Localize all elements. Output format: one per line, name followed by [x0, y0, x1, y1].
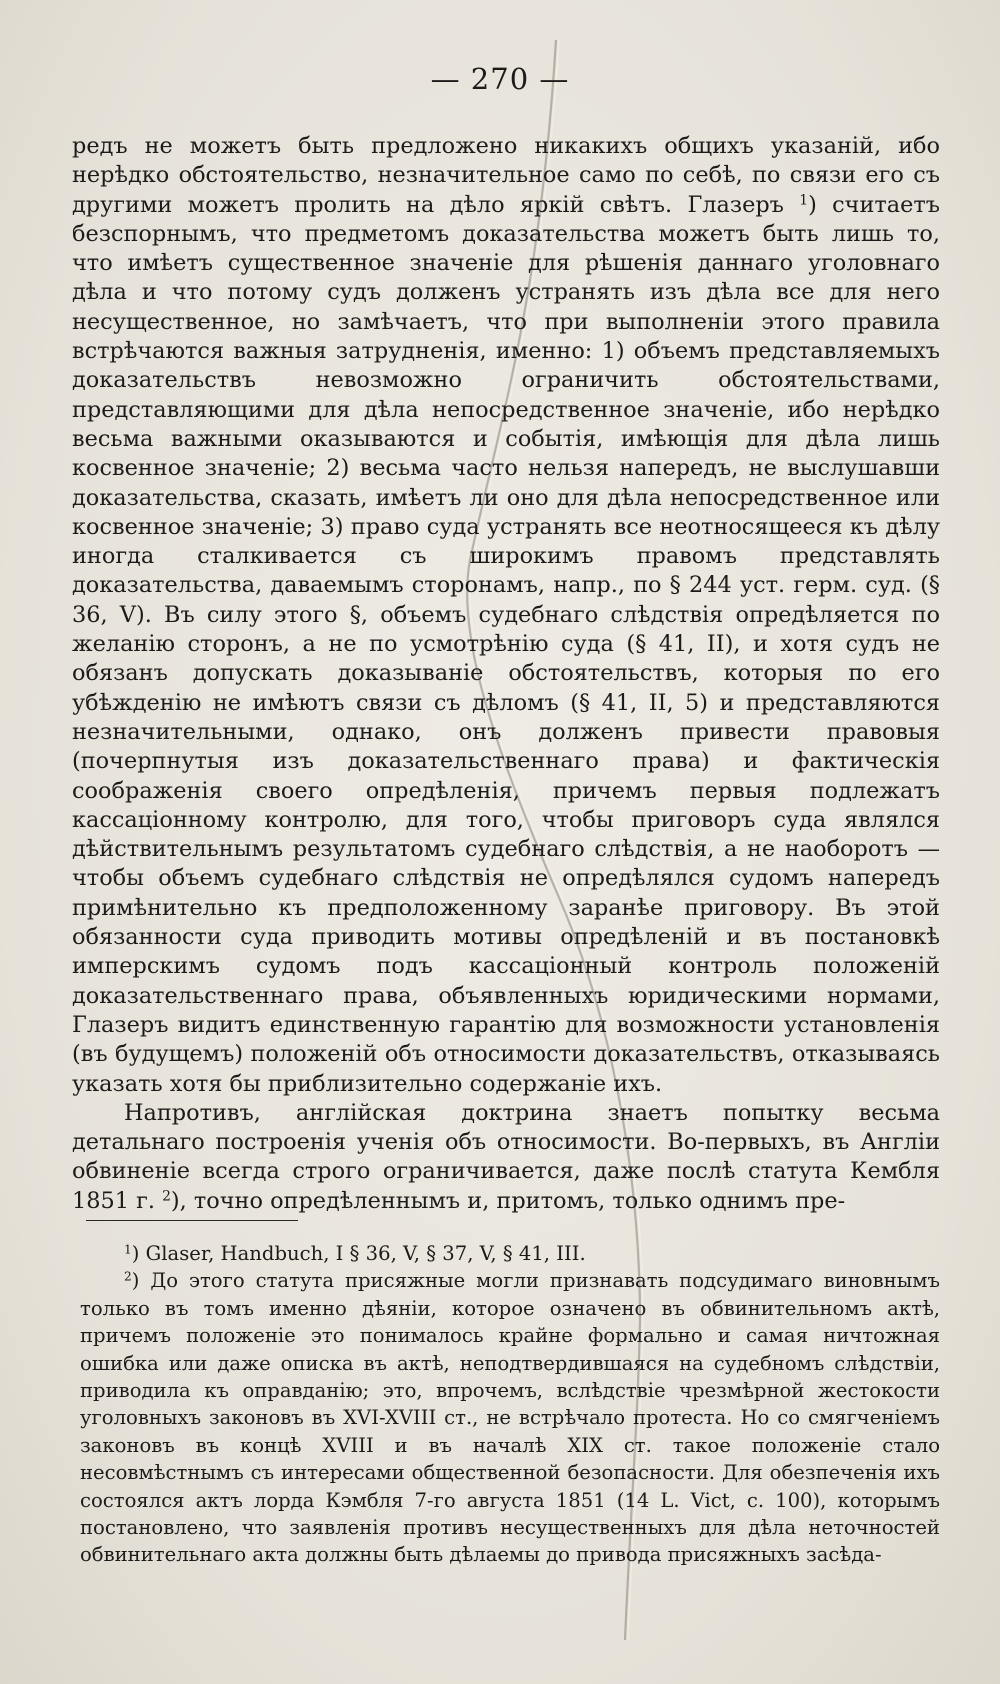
- footnote-text: ) До этого статута присяжные могли признавать подсудимаго виновнымъ только въ томъ именно дѣяніи, которое означено въ обвинительномъ актѣ, причемъ положеніе это понималось крайне формально и самая ничтожная ошибка или даже описка въ актѣ, неподтвердившаяся на судебномъ слѣдствіи, приводила къ оправданію; это, впрочемъ, вслѣдствіе чрезмѣрной жестокости уголовныхъ законовъ въ XVI-XVIII ст., не встрѣчало протеста. Но со смягченіемъ законовъ въ концѣ XVIII и въ началѣ XIX ст. такое положеніе стало несовмѣстнымъ съ интересами общественной безопасности. Для обезпеченія ихъ состоялся актъ лорда Кэмбля 7-го августа 1851 (14 L. Vict, c. 100), которымъ постановлено, что заявленія противъ несущественныхъ для дѣла неточностей обвинительнаго акта должны быть дѣлаемы до привода присяжныхъ засѣда-: [80, 1269, 940, 1567]
- page-number: — 270 —: [430, 62, 570, 96]
- paragraph-text: Напротивъ, англійская доктрина знаетъ попытку весьма детальнаго построенія ученія объ относимости. Во-первыхъ, въ Англіи обвиненіе всегда строго ограничивается, даже послѣ статута Кембля 1851 г.: [72, 1099, 940, 1214]
- paragraph: [72, 132, 940, 1099]
- footnote: [80, 1240, 940, 1267]
- footnotes: [80, 1240, 940, 1569]
- footnote-reference: 2: [162, 1188, 171, 1205]
- paragraph-text: ) считаетъ безспорнымъ, что предметомъ доказательства можетъ быть лишь то, что имѣетъ существенное значеніе для рѣшенія даннаго уголовнаго дѣла и что потому судъ долженъ устранять изъ дѣла все для него несущественное, но замѣчаетъ, что при выполненіи этого правила встрѣчаются важныя затрудненія, именно: 1) объемъ представляемыхъ доказательствъ невозможно ограничить обстоятельствами, представляющими для дѣла непосредственное значеніе, ибо нерѣдко весьма важными оказываются и событія, имѣющія для дѣла лишь косвенное значеніе; 2) весьма часто нельзя напередъ, не выслушавши доказательства, сказать, имѣетъ ли оно для дѣла непосредственное или косвенное значеніе; 3) право суда устранять все неотносящееся къ дѣлу иногда сталкивается съ широкимъ правомъ представлять доказательства, даваемымъ сторонамъ, напр., по § 244 уст. герм. суд. (§ 36, V). Въ силу этого §, объемъ судебнаго слѣдствія опредѣляется по желанію сторонъ, а не по усмотрѣнію суда (§ 41, II), и хотя судъ не обязанъ допускать доказываніе обстоятельствъ, которыя по его убѣжденію не имѣютъ связи съ дѣломъ (§ 41, II, 5) и представляются незначительными, однако, онъ долженъ привести правовыя (почерпнутыя изъ доказательственнаго права) и фактическія соображенія своего опредѣленія, причемъ первыя подлежатъ кассаціонному контролю, для того, чтобы приговоръ суда являлся дѣйствительнымъ результатомъ судебнаго слѣдствія, а не наоборотъ — чтобы объемъ судебнаго слѣдствія не опредѣлялся судомъ напередъ примѣнительно къ предположенному заранѣе приговору. Въ этой обязанности суда приводить мотивы опредѣленій и въ постановкѣ имперскимъ судомъ подъ кассаціонный контроль положеній доказательственнаго права, объявленныхъ юридическими нормами, Глазеръ видитъ единственную гарантію для возможности установленія (въ будущемъ) положеній объ относимости доказательствъ, отказываясь указать хотя бы приблизительно содержаніе ихъ.: [72, 191, 940, 1097]
- footnote-reference: 1: [799, 191, 809, 208]
- footnote-mark: 1: [124, 1242, 132, 1257]
- paragraph-text: ), точно опредѣленнымъ и, притомъ, только однимъ пре-: [170, 1187, 846, 1214]
- footnote: [80, 1267, 940, 1568]
- paragraph-text: редъ не можетъ быть предложено никакихъ общихъ указаній, ибо нерѣдко обстоятельство, незначительное само по себѣ, по связи его съ другими можетъ пролить на дѣло яркій свѣтъ. Глазеръ: [72, 133, 940, 218]
- footnote-mark: 2: [124, 1269, 132, 1284]
- footnote-separator: [86, 1220, 298, 1221]
- main-text: [72, 132, 940, 1216]
- footnote-text: ) Glaser, Handbuch, I § 36, V, § 37, V, § 41, III.: [131, 1242, 586, 1265]
- paragraph: [72, 1099, 940, 1216]
